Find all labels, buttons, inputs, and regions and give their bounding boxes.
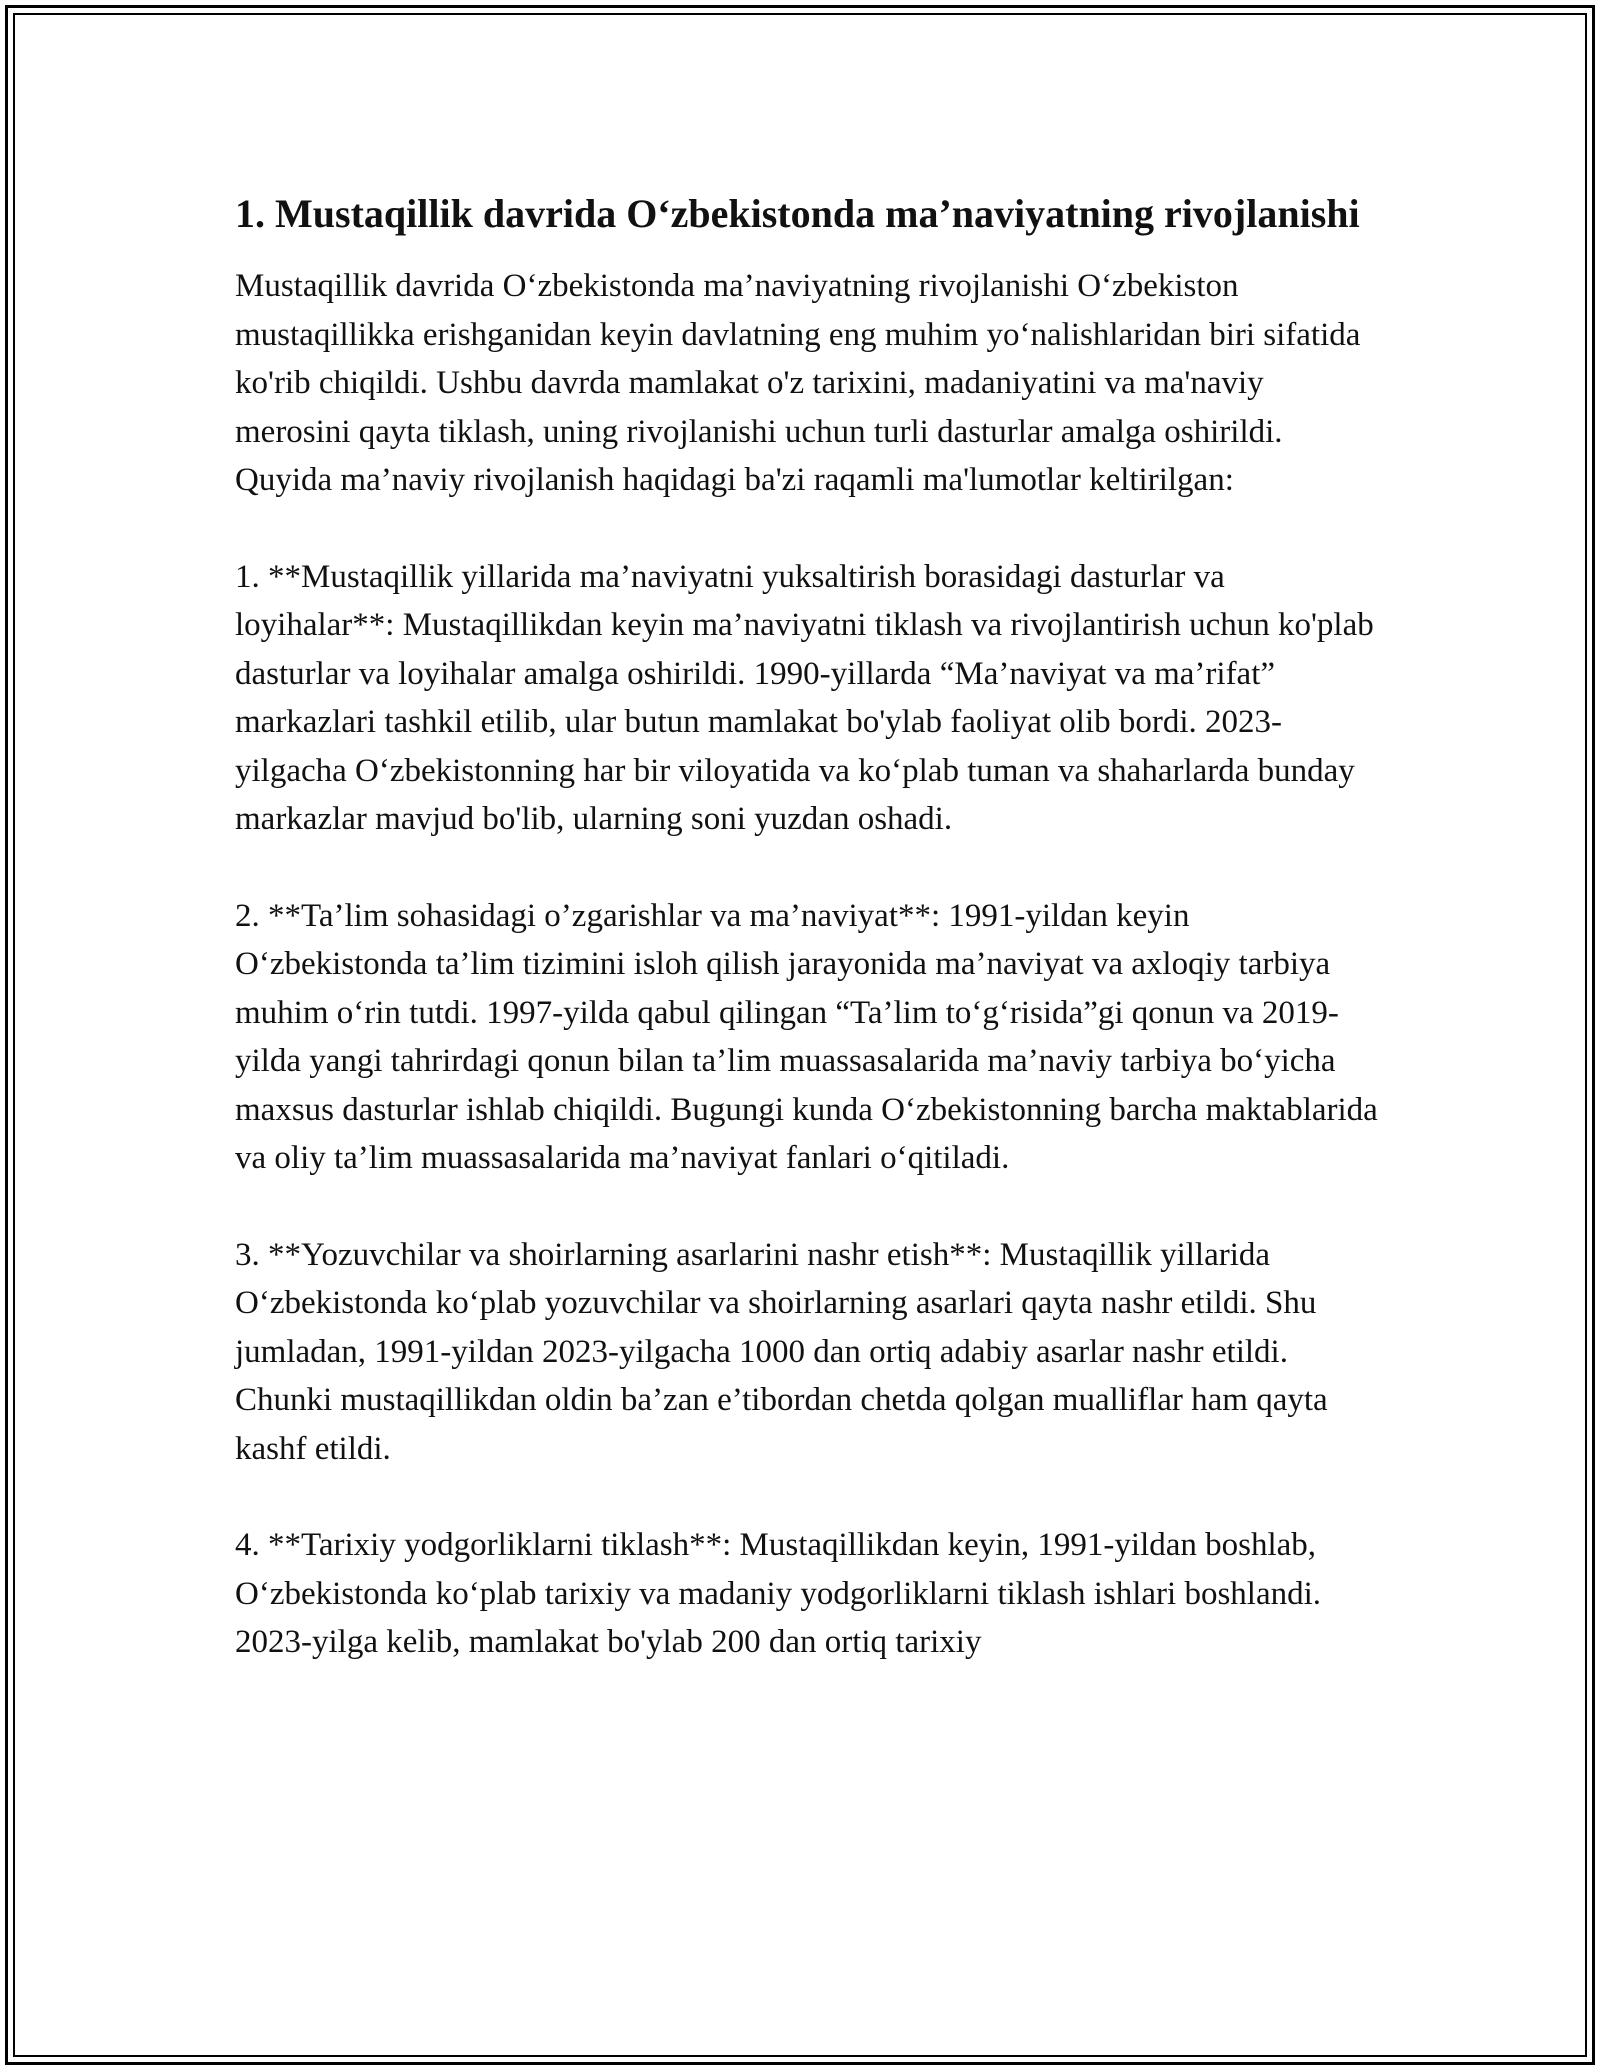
list-item: 1. **Mustaqillik yillarida ma’naviyatni yuksaltirish borasidagi dasturlar va loyihalar**: Mustaqillikdan keyin ma’naviyatni tiklash va rivojlantirish uchun ko'plab dasturlar va loyihalar amalga oshirildi. 1990-yillarda “Ma’naviyat va ma’rifat” markazlari tashkil etilib, ular butun mamlakat bo'ylab faoliyat olib bordi. 2023-yilgacha O‘zbekistonning har bir viloyatida va ko‘plab tuman va shaharlarda bunday markazlar mavjud bo'lib, ularning soni yuzdan oshadi. [235,558,1374,837]
list-item: 4. **Tarixiy yodgorliklarni tiklash**: Mustaqillikdan keyin, 1991-yildan boshlab, O‘zbekistonda ko‘plab tarixiy va madaniy yodgorliklarni tiklash ishlari boshlandi. 2023-yilga kelib, mamlakat bo'ylab 200 dan ortiq tarixiy [235,1527,1322,1660]
intro-paragraph: Mustaqillik davrida O‘zbekistonda ma’naviyatning rivojlanishi O‘zbekiston mustaqillikka erishganidan keyin davlatning eng muhim yo‘nalishlaridan biri sifatida ko'rib chiqildi. Ushbu davrda mamlakat o'z tarixini, madaniyatini va ma'naviy merosini qayta tiklash, uning rivojlanishi uchun turli dasturlar amalga oshirildi. Quyida ma’naviy rivojlanish haqidagi ba'zi raqamli ma'lumotlar keltirilgan: [235,268,1361,498]
list-item: 3. **Yozuvchilar va shoirlarning asarlarini nashr etish**: Mustaqillik yillarida O‘zbekistonda ko‘plab yozuvchilar va shoirlarning asarlari qayta nashr etildi. Shu jumladan, 1991-yildan 2023-yilgacha 1000 dan ortiq adabiy asarlar nashr etildi. Chunki mustaqillikdan oldin ba’zan e’tibordan chetda qolgan mualliflar ham qayta kashf etildi. [235,1236,1328,1467]
list-item: 2. **Ta’lim sohasidagi o’zgarishlar va ma’naviyat**: 1991-yildan keyin O‘zbekistonda ta’lim tizimini isloh qilish jarayonida ma’naviyat va axloqiy tarbiya muhim o‘rin tutdi. 1997-yilda qabul qilingan “Ta’lim to‘g‘risida”gi qonun va 2019-yilda yangi tahrirdagi qonun bilan ta’lim muassasalarida ma’naviy tarbiya bo‘yicha maxsus dasturlar ishlab chiqildi. Bugungi kunda O‘zbekistonning barcha maktablarida va oliy ta’lim muassasalarida ma’naviyat fanlari o‘qitiladi. [235,897,1378,1176]
document-title: 1. Mustaqillik davrida O‘zbekistonda ma’naviyatning rivojlanishi [235,191,1360,236]
document-body [235,185,1385,1715]
